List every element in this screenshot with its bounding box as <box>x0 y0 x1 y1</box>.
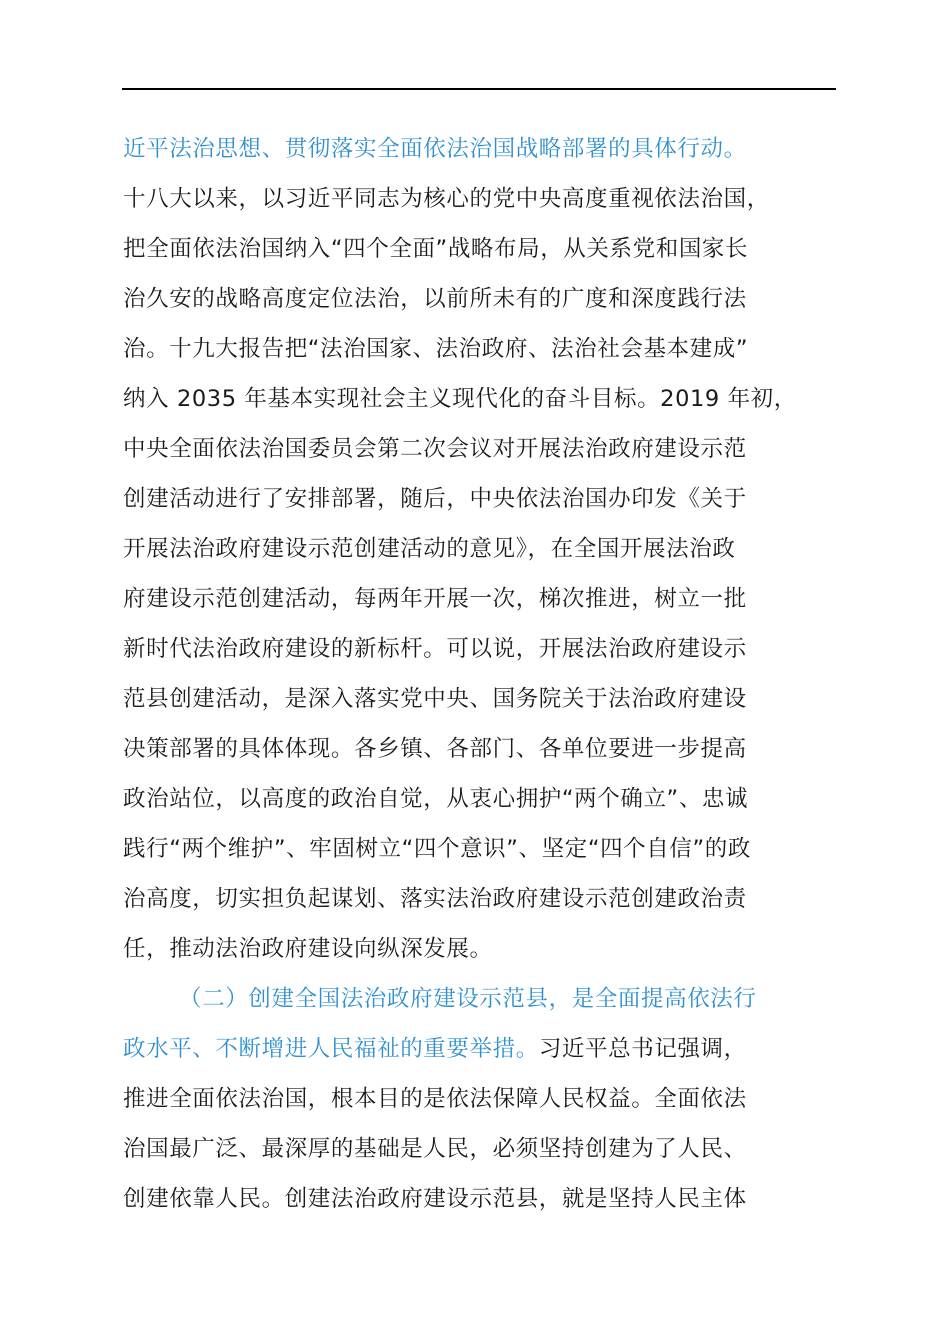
body-text: 习近平总书记强调， <box>538 1036 747 1062</box>
text-line <box>123 224 859 274</box>
body-text: 治国最广泛、最深厚的基础是人民，必须坚持创建为了人民、 <box>123 1136 747 1162</box>
text-line <box>123 1074 859 1124</box>
highlighted-text: （二）创建全国法治政府建设示范县，是全面提高依法行 <box>179 986 757 1012</box>
text-line <box>123 1124 859 1174</box>
body-text: 治高度，切实担负起谋划、落实法治政府建设示范创建政治责 <box>123 886 747 912</box>
text-line <box>123 1174 859 1224</box>
text-line <box>123 574 859 624</box>
text-line <box>123 474 859 524</box>
body-text: 任，推动法治政府建设向纵深发展。 <box>123 936 493 962</box>
header-rule <box>122 88 836 90</box>
text-line <box>123 774 859 824</box>
text-line <box>123 924 859 974</box>
text-line <box>123 674 859 724</box>
body-text: 中央全面依法治国委员会第二次会议对开展法治政府建设示范 <box>123 436 747 462</box>
body-text: 践行“两个维护”、牢固树立“四个意识”、坚定“四个自信”的政 <box>123 836 751 862</box>
body-text: 新时代法治政府建设的新标杆。可以说，开展法治政府建设示 <box>123 636 747 662</box>
text-line <box>123 124 859 174</box>
body-text: 十八大以来，以习近平同志为核心的党中央高度重视依法治国， <box>123 186 770 212</box>
highlighted-text: 政水平、不断增进人民福祉的重要举措。 <box>123 1036 539 1062</box>
highlighted-text: 近平法治思想、贯彻落实全面依法治国战略部署的具体行动。 <box>123 136 747 162</box>
text-line <box>123 274 859 324</box>
text-line <box>123 424 859 474</box>
body-text: 治。十九大报告把“法治国家、法治政府、法治社会基本建成” <box>123 336 749 362</box>
body-text: 推进全面依法治国，根本目的是依法保障人民权益。全面依法 <box>123 1086 747 1112</box>
body-text: 把全面依法治国纳入“四个全面”战略布局，从关系党和国家长 <box>123 236 749 262</box>
body-text: 治久安的战略高度定位法治，以前所未有的广度和深度践行法 <box>123 286 747 312</box>
text-line <box>123 374 859 424</box>
text-line <box>123 324 859 374</box>
text-line <box>123 1024 859 1074</box>
text-line <box>123 524 859 574</box>
body-text: 范县创建活动，是深入落实党中央、国务院关于法治政府建设 <box>123 686 747 712</box>
body-text: 政治站位，以高度的政治自觉，从衷心拥护“两个确立”、忠诚 <box>123 786 749 812</box>
text-line <box>123 824 859 874</box>
text-line <box>123 874 859 924</box>
body-text: 开展法治政府建设示范创建活动的意见》，在全国开展法治政 <box>123 536 736 562</box>
body-text: 创建依靠人民。创建法治政府建设示范县，就是坚持人民主体 <box>123 1186 747 1212</box>
body-text: 决策部署的具体体现。各乡镇、各部门、各单位要进一步提高 <box>123 736 747 762</box>
text-line <box>123 174 859 224</box>
text-line <box>123 724 859 774</box>
body-text: 纳入 2035 年基本实现社会主义现代化的奋斗目标。2019 年初， <box>123 386 797 412</box>
document-body <box>123 124 859 1224</box>
text-line <box>123 624 859 674</box>
body-text: 府建设示范创建活动，每两年开展一次，梯次推进，树立一批 <box>123 586 747 612</box>
body-text: 创建活动进行了安排部署，随后，中央依法治国办印发《关于 <box>123 486 747 512</box>
section-heading-line <box>123 974 859 1024</box>
